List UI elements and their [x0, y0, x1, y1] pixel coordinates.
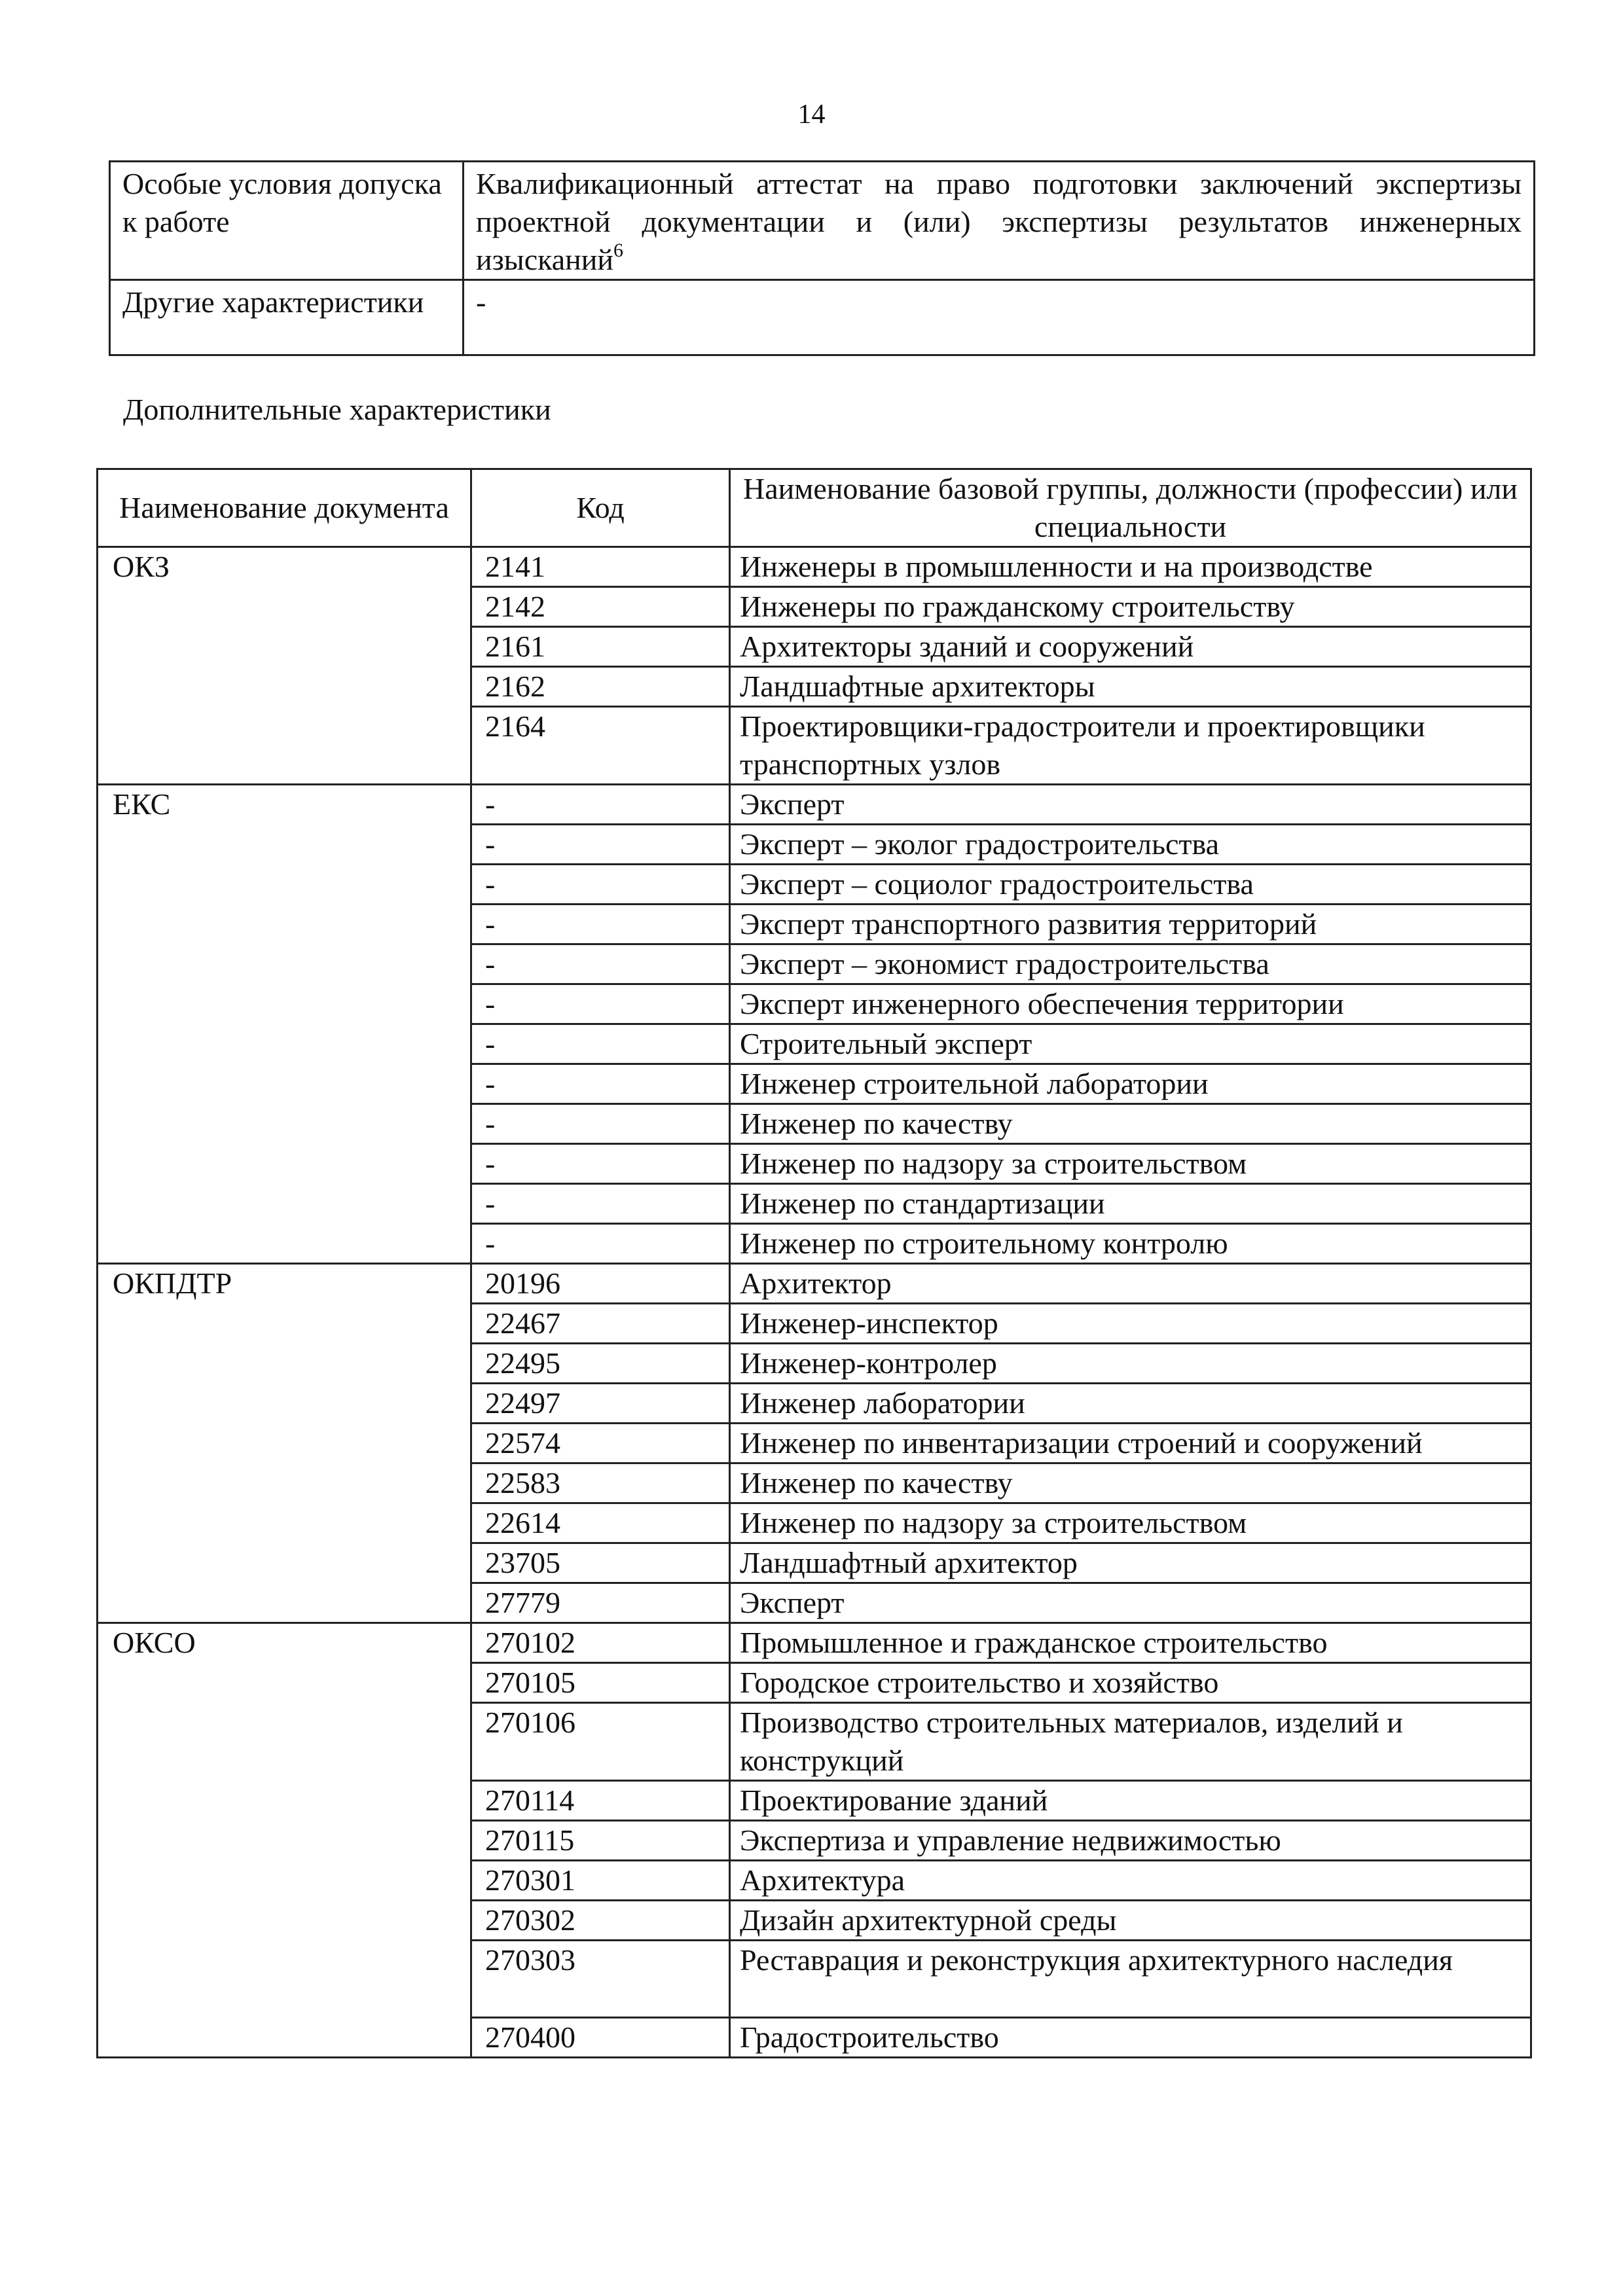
occupation-name-cell: Архитекторы зданий и сооружений — [730, 627, 1531, 667]
footnote-marker: 6 — [613, 240, 624, 261]
occupation-name-cell: Реставрация и реконструкция архитектурного наследия — [730, 1941, 1531, 2018]
code-cell: 270105 — [471, 1663, 730, 1703]
occupation-name-cell: Инженер по надзору за строительством — [730, 1144, 1531, 1184]
table-header-row — [98, 469, 1531, 547]
code-cell: 22467 — [471, 1304, 730, 1344]
table-row — [110, 162, 1535, 280]
code-cell: 270115 — [471, 1821, 730, 1861]
occupation-name-cell: Инженер по строительному контролю — [730, 1224, 1531, 1264]
occupation-name-cell: Инженер по инвентаризации строений и сооружений — [730, 1424, 1531, 1463]
occupation-name-cell: Инженер строительной лаборатории — [730, 1064, 1531, 1104]
occupation-name-cell: Эксперт — [730, 785, 1531, 825]
header-name: Наименование базовой группы, должности (профессии) или специальности — [730, 469, 1531, 547]
occupation-name-cell: Эксперт – экономист градостроительства — [730, 944, 1531, 984]
occupation-name-cell: Инженеры по гражданскому строительству — [730, 587, 1531, 627]
code-cell: 2164 — [471, 707, 730, 785]
section-title: Дополнительные характеристики — [123, 393, 551, 426]
occupation-name-cell: Инженер лаборатории — [730, 1384, 1531, 1424]
table-row — [98, 1623, 1531, 1663]
row-label: Другие характеристики — [110, 280, 464, 355]
page-number: 14 — [797, 99, 826, 130]
code-cell: 2142 — [471, 587, 730, 627]
occupation-name-cell: Городское строительство и хозяйство — [730, 1663, 1531, 1703]
code-cell: 20196 — [471, 1264, 730, 1304]
code-cell: 270301 — [471, 1861, 730, 1901]
code-cell: 22497 — [471, 1384, 730, 1424]
row-value: - — [464, 280, 1535, 355]
code-cell: - — [471, 1184, 730, 1224]
occupation-name-cell: Эксперт – социолог градостроительства — [730, 865, 1531, 905]
code-cell: 270302 — [471, 1901, 730, 1941]
occupation-name-cell: Ландшафтные архитекторы — [730, 667, 1531, 707]
occupation-name-cell: Эксперт — [730, 1583, 1531, 1623]
document-name-cell: ОКПДТР — [98, 1264, 471, 1623]
code-cell: - — [471, 1224, 730, 1264]
code-cell: 27779 — [471, 1583, 730, 1623]
row-label: Особые условия допуска к работе — [110, 162, 464, 280]
code-cell: - — [471, 905, 730, 944]
code-cell: 22574 — [471, 1424, 730, 1463]
code-cell: 2161 — [471, 627, 730, 667]
code-cell: - — [471, 1024, 730, 1064]
occupation-name-cell: Инженер по качеству — [730, 1463, 1531, 1503]
occupation-name-cell: Инженер-контролер — [730, 1344, 1531, 1384]
code-cell: 22614 — [471, 1503, 730, 1543]
table-row — [98, 547, 1531, 587]
header-document: Наименование документа — [98, 469, 471, 547]
occupation-name-cell: Промышленное и гражданское строительство — [730, 1623, 1531, 1663]
document-name-cell: ОКСО — [98, 1623, 471, 2058]
code-cell: 22583 — [471, 1463, 730, 1503]
occupation-name-cell: Проектировщики-градостроители и проектировщики транспортных узлов — [730, 707, 1531, 785]
occupation-name-cell: Инженер по надзору за строительством — [730, 1503, 1531, 1543]
occupation-name-cell: Градостроительство — [730, 2018, 1531, 2058]
occupation-name-cell: Архитектор — [730, 1264, 1531, 1304]
occupation-name-cell: Архитектура — [730, 1861, 1531, 1901]
document-name-cell: ОКЗ — [98, 547, 471, 785]
additional-characteristics-table — [96, 468, 1532, 2058]
code-cell: - — [471, 825, 730, 865]
code-cell: - — [471, 944, 730, 984]
occupation-name-cell: Инженер-инспектор — [730, 1304, 1531, 1344]
occupation-name-cell: Эксперт транспортного развития территорий — [730, 905, 1531, 944]
code-cell: 2141 — [471, 547, 730, 587]
code-cell: - — [471, 1064, 730, 1104]
occupation-name-cell: Эксперт – эколог градостроительства — [730, 825, 1531, 865]
code-cell: 2162 — [471, 667, 730, 707]
document-name-cell: ЕКС — [98, 785, 471, 1264]
header-code: Код — [471, 469, 730, 547]
code-cell: - — [471, 785, 730, 825]
table-row — [98, 785, 1531, 825]
code-cell: - — [471, 1144, 730, 1184]
code-cell: - — [471, 865, 730, 905]
occupation-name-cell: Инженеры в промышленности и на производстве — [730, 547, 1531, 587]
code-cell: 270400 — [471, 2018, 730, 2058]
code-cell: 270303 — [471, 1941, 730, 2018]
occupation-name-cell: Эксперт инженерного обеспечения территории — [730, 984, 1531, 1024]
occupation-name-cell: Инженер по стандартизации — [730, 1184, 1531, 1224]
code-cell: - — [471, 1104, 730, 1144]
occupation-name-cell: Экспертиза и управление недвижимостью — [730, 1821, 1531, 1861]
code-cell: 270102 — [471, 1623, 730, 1663]
occupation-name-cell: Производство строительных материалов, изделий и конструкций — [730, 1703, 1531, 1781]
code-cell: - — [471, 984, 730, 1024]
row-value-text: Квалификационный аттестат на право подготовки заключений экспертизы проектной документации и (или) экспертизы результатов инженерных изысканий — [476, 167, 1522, 276]
requirements-table — [109, 160, 1535, 356]
row-value — [464, 162, 1535, 280]
occupation-name-cell: Дизайн архитектурной среды — [730, 1901, 1531, 1941]
occupation-name-cell: Инженер по качеству — [730, 1104, 1531, 1144]
occupation-name-cell: Ландшафтный архитектор — [730, 1543, 1531, 1583]
table-row — [98, 1264, 1531, 1304]
code-cell: 270106 — [471, 1703, 730, 1781]
occupation-name-cell: Строительный эксперт — [730, 1024, 1531, 1064]
code-cell: 22495 — [471, 1344, 730, 1384]
code-cell: 270114 — [471, 1781, 730, 1821]
table-row — [110, 280, 1535, 355]
code-cell: 23705 — [471, 1543, 730, 1583]
occupation-name-cell: Проектирование зданий — [730, 1781, 1531, 1821]
